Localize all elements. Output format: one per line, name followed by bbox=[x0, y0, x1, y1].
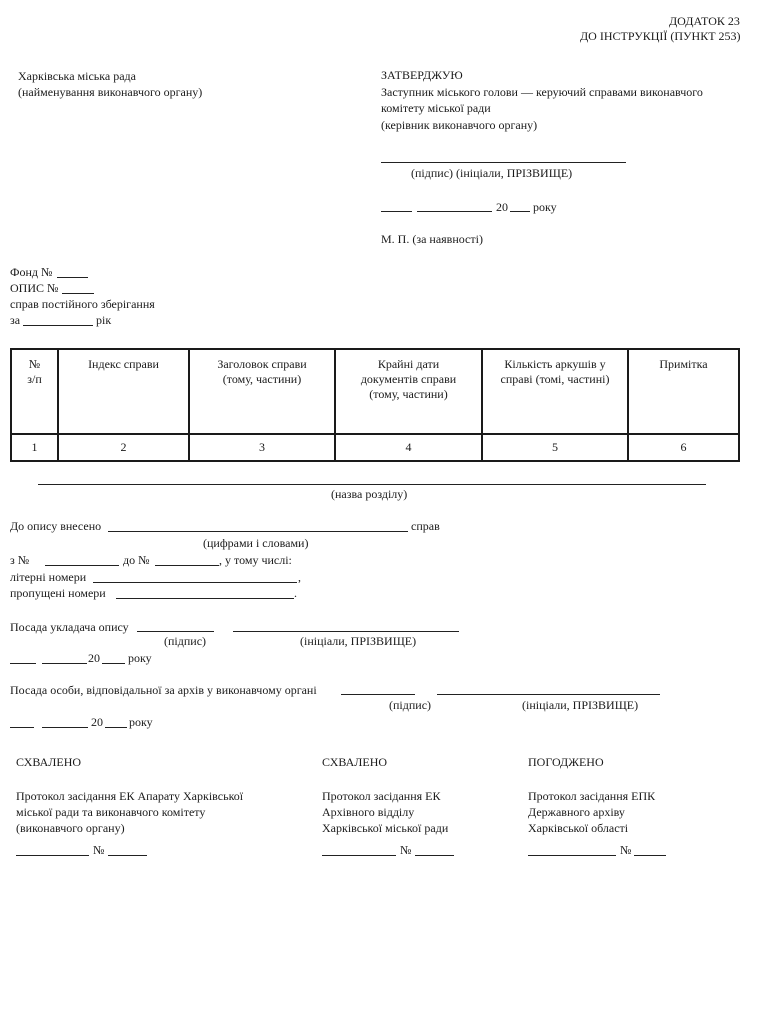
compiler-position-label: Посада укладача опису bbox=[10, 620, 129, 634]
compiler-name-line[interactable] bbox=[233, 631, 459, 632]
compiler-year-prefix: 20 bbox=[88, 651, 100, 665]
approval-title: ЗАТВЕРДЖУЮ bbox=[381, 68, 463, 82]
archivist-year-prefix: 20 bbox=[91, 715, 103, 729]
missing-numbers-end: . bbox=[294, 586, 297, 600]
approval-2-number-line[interactable] bbox=[415, 855, 454, 856]
approval-signature-caption: (підпис) (ініціали, ПРІЗВИЩЕ) bbox=[411, 166, 573, 180]
added-count-line[interactable] bbox=[108, 531, 408, 532]
approval-2-line2: Архівного відділу bbox=[322, 805, 415, 819]
fond-number-line[interactable] bbox=[57, 277, 88, 278]
number-cell: 5 bbox=[482, 434, 628, 461]
archivist-name-caption: (ініціали, ПРІЗВИЩЕ) bbox=[522, 698, 639, 712]
table-number-row bbox=[11, 434, 739, 461]
missing-numbers-line[interactable] bbox=[116, 598, 294, 599]
compiler-signature-caption: (підпис) bbox=[164, 634, 207, 648]
opis-table bbox=[10, 348, 740, 462]
header-cell-title: Заголовок справи (тому, частини) bbox=[189, 349, 335, 434]
approval-2-line1: Протокол засідання ЕК bbox=[322, 789, 441, 803]
added-suffix: справ bbox=[411, 519, 440, 533]
missing-numbers-label: пропущені номери bbox=[10, 586, 106, 600]
header-cell-index: Індекс справи bbox=[58, 349, 189, 434]
approval-year-suffix: року bbox=[533, 200, 557, 214]
approval-1-line2: міської ради та виконавчого комітету bbox=[16, 805, 206, 819]
approval-year-line[interactable] bbox=[510, 211, 530, 212]
added-label: До опису внесено bbox=[10, 519, 102, 533]
section-name-line[interactable] bbox=[38, 484, 706, 485]
approval-1-line1: Протокол засідання ЕК Апарату Харківської bbox=[16, 789, 244, 803]
approval-3-line2: Державного архіву bbox=[528, 805, 625, 819]
year-line[interactable] bbox=[23, 325, 93, 326]
opys-label: ОПИС № bbox=[10, 281, 59, 295]
compiler-name-caption: (ініціали, ПРІЗВИЩЕ) bbox=[300, 634, 417, 648]
compiler-signature-line[interactable] bbox=[137, 631, 214, 632]
year-label: рік bbox=[96, 313, 112, 327]
org-name: Харківська міська рада bbox=[18, 69, 136, 83]
approval-signature-line[interactable] bbox=[381, 162, 626, 163]
approval-1-title: СХВАЛЕНО bbox=[16, 755, 82, 769]
section-caption: (назва розділу) bbox=[331, 487, 408, 501]
archivist-signature-line[interactable] bbox=[341, 694, 415, 695]
from-number-line[interactable] bbox=[45, 565, 119, 566]
approval-2-title: СХВАЛЕНО bbox=[322, 755, 388, 769]
approval-year-prefix: 20 bbox=[496, 200, 508, 214]
approval-1-number-label: № bbox=[93, 843, 105, 857]
letter-numbers-line[interactable] bbox=[93, 582, 297, 583]
number-cell: 4 bbox=[335, 434, 482, 461]
number-cell: 6 bbox=[628, 434, 739, 461]
archivist-year-suffix: року bbox=[129, 715, 153, 729]
approval-month-line[interactable] bbox=[417, 211, 492, 212]
approval-day-line[interactable] bbox=[381, 211, 412, 212]
compiler-month-line[interactable] bbox=[42, 663, 87, 664]
from-label: з № bbox=[10, 553, 30, 567]
number-cell: 3 bbox=[189, 434, 335, 461]
number-cell: 1 bbox=[11, 434, 58, 461]
approval-2-line3: Харківської міської ради bbox=[322, 821, 449, 835]
number-cell: 2 bbox=[58, 434, 189, 461]
approval-2-number-label: № bbox=[400, 843, 412, 857]
compiler-year-suffix: року bbox=[128, 651, 152, 665]
approval-2-date-line[interactable] bbox=[322, 855, 396, 856]
opys-number-line[interactable] bbox=[62, 293, 94, 294]
archivist-position-label: Посада особи, відповідальної за архів у виконавчому органі bbox=[10, 683, 317, 697]
approval-1-date-line[interactable] bbox=[16, 855, 89, 856]
header-cell-note: Примітка bbox=[628, 349, 739, 434]
archivist-signature-caption: (підпис) bbox=[389, 698, 432, 712]
header-cell-number: № з/п bbox=[11, 349, 58, 434]
archivist-day-line[interactable] bbox=[10, 727, 34, 728]
including-label: , у тому числі: bbox=[219, 553, 292, 567]
appendix-number: ДОДАТОК 23 bbox=[669, 14, 740, 28]
fond-label: Фонд № bbox=[10, 265, 53, 279]
approval-1-line3: (виконавчого органу) bbox=[16, 821, 125, 835]
approval-position-line1: Заступник міського голови — керуючий справами виконавчого bbox=[381, 85, 703, 99]
added-caption: (цифрами і словами) bbox=[203, 536, 309, 550]
archivist-name-line[interactable] bbox=[437, 694, 660, 695]
approval-1-number-line[interactable] bbox=[108, 855, 147, 856]
approval-3-line1: Протокол засідання ЕПК bbox=[528, 789, 656, 803]
appendix-reference: ДО ІНСТРУКЦІЇ (ПУНКТ 253) bbox=[580, 29, 741, 43]
header-cell-dates: Крайні дати документів справи (тому, частини) bbox=[335, 349, 482, 434]
approval-3-number-label: № bbox=[620, 843, 632, 857]
letter-numbers-end: , bbox=[298, 570, 301, 584]
compiler-year-line[interactable] bbox=[102, 663, 125, 664]
approval-position-line2: комітету міської ради bbox=[381, 101, 491, 115]
to-number-line[interactable] bbox=[155, 565, 219, 566]
header-cell-sheets: Кількість аркушів у справі (томі, частині) bbox=[482, 349, 628, 434]
table-header-row bbox=[11, 349, 739, 434]
storage-label: справ постійного зберігання bbox=[10, 297, 155, 311]
approval-3-number-line[interactable] bbox=[634, 855, 666, 856]
to-label: до № bbox=[123, 553, 150, 567]
compiler-day-line[interactable] bbox=[10, 663, 36, 664]
archivist-month-line[interactable] bbox=[42, 727, 88, 728]
approval-3-title: ПОГОДЖЕНО bbox=[528, 755, 604, 769]
for-label: за bbox=[10, 313, 21, 327]
letter-numbers-label: літерні номери bbox=[10, 570, 87, 584]
org-caption: (найменування виконавчого органу) bbox=[18, 85, 203, 99]
approval-seal: М. П. (за наявності) bbox=[381, 232, 483, 246]
approval-3-line3: Харківської області bbox=[528, 821, 629, 835]
approval-3-date-line[interactable] bbox=[528, 855, 616, 856]
approval-position-caption: (керівник виконавчого органу) bbox=[381, 118, 538, 132]
archivist-year-line[interactable] bbox=[105, 727, 127, 728]
